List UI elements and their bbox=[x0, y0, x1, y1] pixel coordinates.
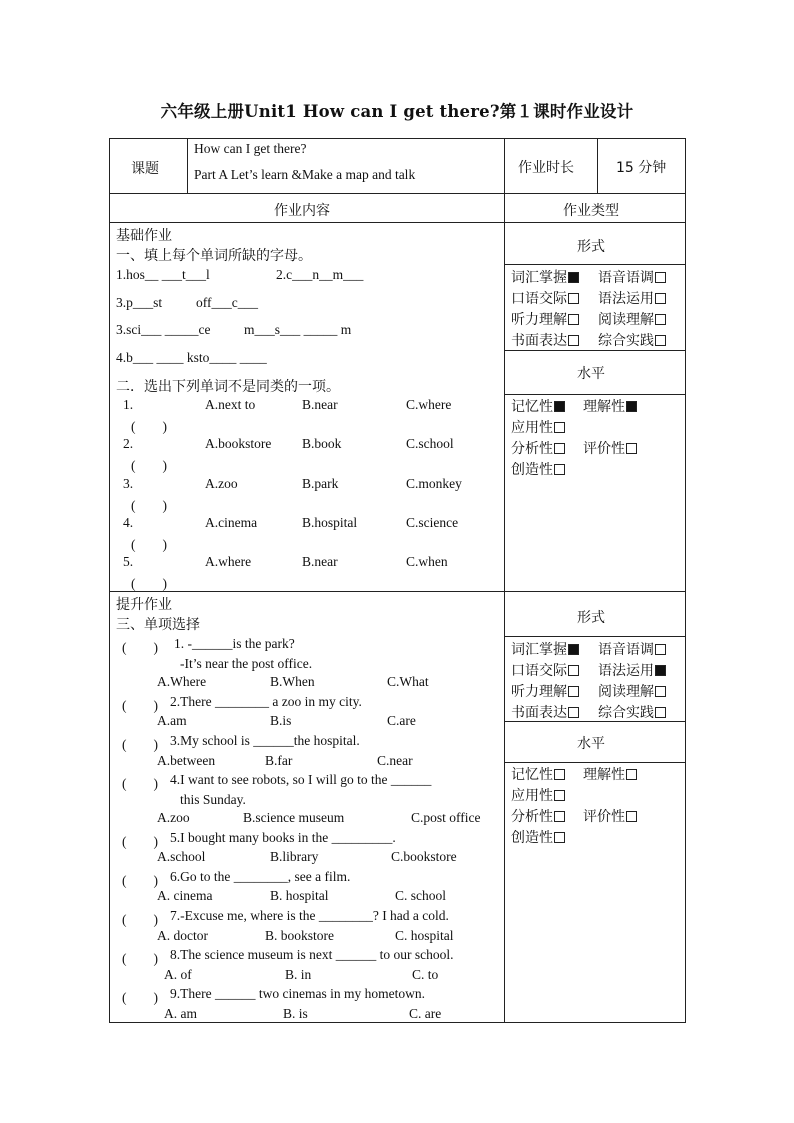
adv-level-item-2 bbox=[511, 785, 565, 805]
basic-form-item-4 bbox=[511, 309, 579, 329]
part2-title: 二．选出下列单词不是同类的一项。 bbox=[116, 379, 340, 395]
basic-level-item-3 bbox=[511, 438, 565, 458]
basic-form-item-label: 语音语调 bbox=[598, 270, 654, 286]
basic-level-item-2 bbox=[511, 417, 565, 437]
checkbox-icon[interactable] bbox=[554, 401, 565, 412]
checkbox-icon[interactable] bbox=[568, 707, 579, 718]
adv-form-item-label: 综合实践 bbox=[598, 705, 654, 721]
basic-form-item-3 bbox=[598, 288, 666, 308]
adv-level-item-label: 应用性 bbox=[511, 788, 553, 804]
topic-line-1: How can I get there? bbox=[194, 141, 307, 156]
basic-form-item-label: 词汇掌握 bbox=[511, 270, 567, 286]
adv-form-item-4 bbox=[511, 681, 579, 701]
adv-form-item-2 bbox=[511, 660, 579, 680]
checkbox-icon[interactable] bbox=[655, 707, 666, 718]
time-value: 15 分钟 bbox=[616, 160, 667, 176]
answer-paren[interactable]: ( ) bbox=[122, 834, 158, 849]
checkbox-icon[interactable] bbox=[568, 644, 579, 655]
type-label: 作业类型 bbox=[563, 203, 619, 219]
checkbox-icon[interactable] bbox=[554, 464, 565, 475]
fill-3a: 3.sci___ _____ce bbox=[116, 322, 211, 337]
page-title: 六年级上册Unit1 How can I get there?第１课时作业设计 bbox=[160, 102, 634, 121]
answer-paren[interactable]: ( ) bbox=[131, 537, 167, 552]
answer-paren[interactable]: ( ) bbox=[131, 419, 167, 434]
adv-level-item-1 bbox=[583, 764, 637, 784]
answer-paren[interactable]: ( ) bbox=[122, 951, 158, 966]
adv-level-item-5 bbox=[511, 827, 565, 847]
basic-level-item-label: 评价性 bbox=[583, 441, 625, 457]
basic-form-item-label: 阅读理解 bbox=[598, 312, 654, 328]
adv-level-item-label: 分析性 bbox=[511, 809, 553, 825]
fill-2a: 3.p___st bbox=[116, 295, 163, 310]
adv-level-item-3 bbox=[511, 806, 565, 826]
checkbox-icon[interactable] bbox=[568, 665, 579, 676]
answer-paren[interactable]: ( ) bbox=[131, 576, 167, 591]
adv-form-item-label: 词汇掌握 bbox=[511, 642, 567, 658]
checkbox-icon[interactable] bbox=[554, 790, 565, 801]
answer-paren[interactable]: ( ) bbox=[131, 458, 167, 473]
basic-form-item-6 bbox=[511, 330, 579, 350]
basic-form-item-2 bbox=[511, 288, 579, 308]
basic-form-item-label: 综合实践 bbox=[598, 333, 654, 349]
checkbox-icon[interactable] bbox=[626, 443, 637, 454]
adv-level-item-0 bbox=[511, 764, 565, 784]
fill-4a: 4.b___ ____ ksto____ ____ bbox=[116, 350, 267, 365]
basic-level-item-label: 理解性 bbox=[583, 399, 625, 415]
basic-form-label: 形式 bbox=[577, 239, 605, 255]
adv-level-item-label: 理解性 bbox=[583, 767, 625, 783]
basic-form-item-7 bbox=[598, 330, 666, 350]
basic-level-item-label: 分析性 bbox=[511, 441, 553, 457]
adv-form-item-label: 阅读理解 bbox=[598, 684, 654, 700]
basic-form-item-1 bbox=[598, 267, 666, 287]
part3-title: 三、单项选择 bbox=[116, 617, 200, 633]
adv-form-item-label: 听力理解 bbox=[511, 684, 567, 700]
adv-level-item-label: 评价性 bbox=[583, 809, 625, 825]
basic-form-item-label: 书面表达 bbox=[511, 333, 567, 349]
checkbox-icon[interactable] bbox=[655, 293, 666, 304]
advanced-heading: 提升作业 bbox=[116, 597, 172, 613]
checkbox-icon[interactable] bbox=[554, 443, 565, 454]
checkbox-icon[interactable] bbox=[626, 769, 637, 780]
adv-form-item-label: 口语交际 bbox=[511, 663, 567, 679]
answer-paren[interactable]: ( ) bbox=[122, 776, 158, 791]
basic-level-item-5 bbox=[511, 459, 565, 479]
checkbox-icon[interactable] bbox=[568, 686, 579, 697]
checkbox-icon[interactable] bbox=[655, 272, 666, 283]
time-label: 作业时长 bbox=[518, 160, 574, 176]
adv-level-item-label: 记忆性 bbox=[511, 767, 553, 783]
checkbox-icon[interactable] bbox=[568, 314, 579, 325]
basic-form-item-0 bbox=[511, 267, 579, 287]
checkbox-icon[interactable] bbox=[655, 314, 666, 325]
basic-level-item-0 bbox=[511, 396, 565, 416]
content-label: 作业内容 bbox=[274, 203, 330, 219]
checkbox-icon[interactable] bbox=[554, 832, 565, 843]
checkbox-icon[interactable] bbox=[655, 686, 666, 697]
basic-heading: 基础作业 bbox=[116, 228, 172, 244]
adv-form-item-3 bbox=[598, 660, 666, 680]
adv-form-item-5 bbox=[598, 681, 666, 701]
adv-form-item-7 bbox=[598, 702, 666, 722]
adv-form-item-1 bbox=[598, 639, 666, 659]
checkbox-icon[interactable] bbox=[554, 811, 565, 822]
checkbox-icon[interactable] bbox=[655, 335, 666, 346]
adv-form-item-0 bbox=[511, 639, 579, 659]
basic-level-item-label: 创造性 bbox=[511, 462, 553, 478]
basic-level-item-4 bbox=[583, 438, 637, 458]
checkbox-icon[interactable] bbox=[554, 422, 565, 433]
basic-level-item-label: 应用性 bbox=[511, 420, 553, 436]
answer-paren[interactable]: ( ) bbox=[122, 640, 158, 655]
basic-form-item-label: 听力理解 bbox=[511, 312, 567, 328]
basic-level-label: 水平 bbox=[577, 366, 605, 382]
adv-form-label: 形式 bbox=[577, 610, 605, 626]
fill-3b: m___s___ _____ m bbox=[244, 322, 352, 337]
answer-paren[interactable]: ( ) bbox=[122, 698, 158, 713]
answer-paren[interactable]: ( ) bbox=[122, 873, 158, 888]
basic-level-item-1 bbox=[583, 396, 637, 416]
adv-form-item-label: 语音语调 bbox=[598, 642, 654, 658]
answer-paren[interactable]: ( ) bbox=[122, 990, 158, 1005]
answer-paren[interactable]: ( ) bbox=[122, 737, 158, 752]
adv-form-item-6 bbox=[511, 702, 579, 722]
checkbox-icon[interactable] bbox=[568, 335, 579, 346]
fill-1b: 2.c___n__m___ bbox=[276, 267, 364, 282]
checkbox-icon[interactable] bbox=[655, 665, 666, 676]
topic-line-2: Part A Let’s learn &Make a map and talk bbox=[194, 167, 416, 182]
checkbox-icon[interactable] bbox=[655, 644, 666, 655]
checkbox-icon[interactable] bbox=[568, 272, 579, 283]
adv-form-item-label: 语法运用 bbox=[598, 663, 654, 679]
part1-title: 一、填上每个单词所缺的字母。 bbox=[116, 248, 312, 264]
checkbox-icon[interactable] bbox=[568, 293, 579, 304]
checkbox-icon[interactable] bbox=[626, 811, 637, 822]
fill-1a: 1.hos__ ___t___l bbox=[116, 267, 210, 282]
checkbox-icon[interactable] bbox=[626, 401, 637, 412]
topic-label: 课题 bbox=[131, 161, 159, 177]
basic-form-item-5 bbox=[598, 309, 666, 329]
adv-level-label: 水平 bbox=[577, 736, 605, 752]
answer-paren[interactable]: ( ) bbox=[131, 498, 167, 513]
checkbox-icon[interactable] bbox=[554, 769, 565, 780]
adv-form-item-label: 书面表达 bbox=[511, 705, 567, 721]
basic-level-item-label: 记忆性 bbox=[511, 399, 553, 415]
answer-paren[interactable]: ( ) bbox=[122, 912, 158, 927]
basic-form-item-label: 口语交际 bbox=[511, 291, 567, 307]
fill-2b: off___c___ bbox=[196, 295, 258, 310]
adv-level-item-4 bbox=[583, 806, 637, 826]
basic-form-item-label: 语法运用 bbox=[598, 291, 654, 307]
adv-level-item-label: 创造性 bbox=[511, 830, 553, 846]
